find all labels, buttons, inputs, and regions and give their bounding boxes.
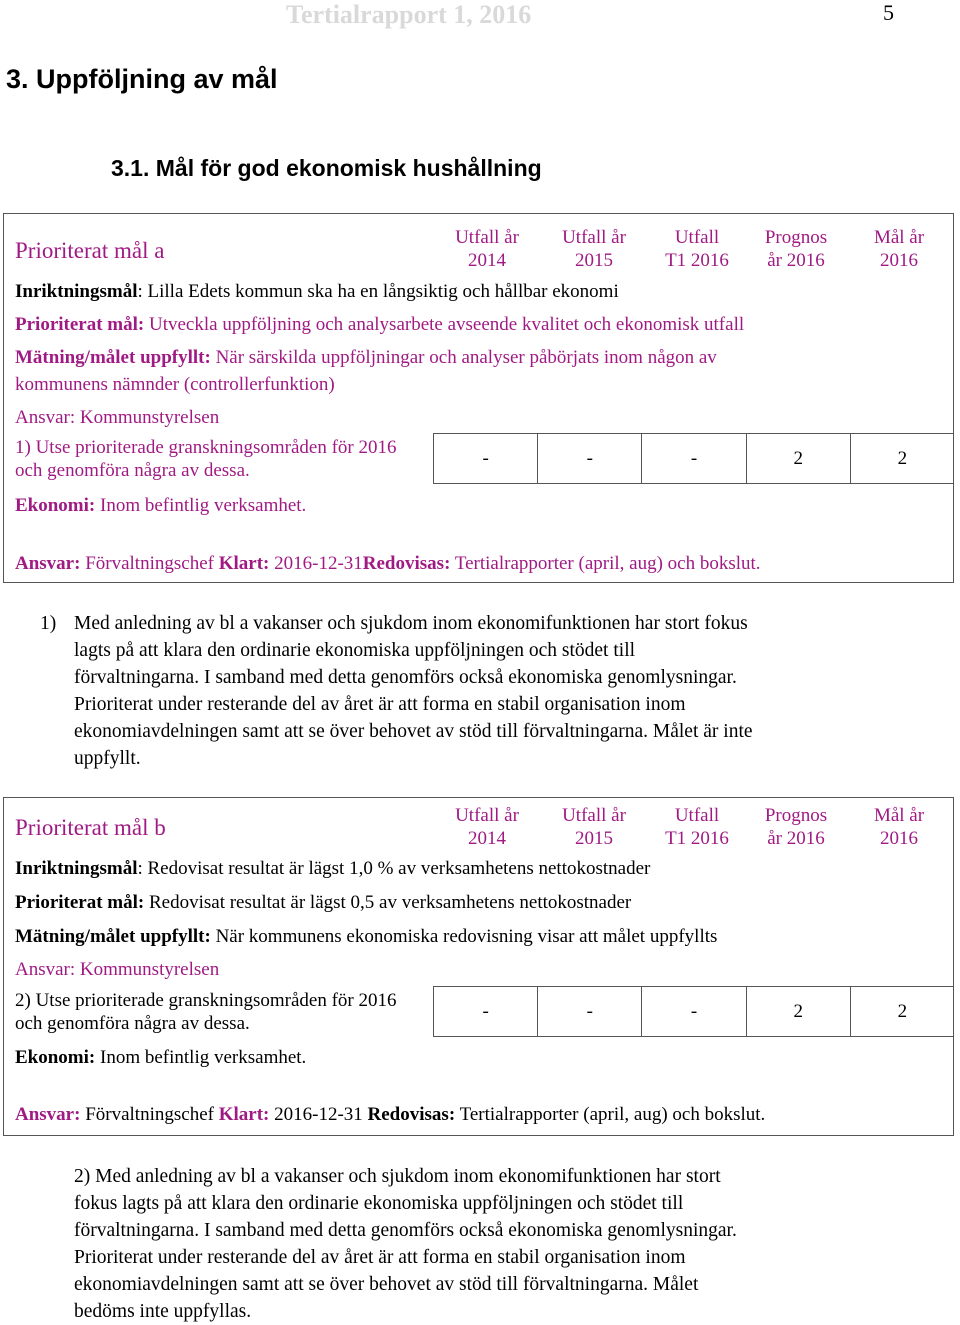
- subsection-heading: 3.1. Mål för god ekonomisk hushållning: [111, 155, 542, 181]
- col-header-mal-b: Mål år 2016: [873, 805, 925, 849]
- goal-b-value-t1: -: [641, 987, 745, 1036]
- goal-a-inriktningsmal: Inriktningsmål: Lilla Edets kommun ska ha en långsiktig och hållbar ekonomi: [15, 281, 619, 302]
- col-header-utfall-2015-b: Utfall år 2015: [562, 805, 626, 849]
- section-heading: 3. Uppföljning av mål: [6, 64, 278, 94]
- col-header-utfall-2015: Utfall år 2015: [562, 227, 626, 271]
- note-a-text: Med anledning av bl a vakanser och sjukdom inom ekonomifunktionen har stort fokus lagts på att klara den ordinarie ekonomiska uppföljningen och stödet till förvaltningarna. I samband med detta genomförs också ekonomiska genomlysningar. Prioriterat under resterande del av året är att forma en stabil organisation inom ekonomiavdelningen samt att se över behovet av stöd till förvaltningarna. Målet är inte uppfyllt.: [74, 613, 753, 769]
- goal-b-ansvar-kommunstyrelsen: Ansvar: Kommunstyrelsen: [15, 959, 220, 980]
- goal-b-value-mal: 2: [850, 987, 954, 1036]
- goal-a-values-row: [433, 433, 954, 484]
- goal-a-value-prognos: 2: [746, 434, 850, 483]
- goal-a-table: [3, 213, 954, 583]
- col-header-utfall-t1: Utfall T1 2016: [665, 227, 729, 271]
- goal-a-value-t1: -: [641, 434, 745, 483]
- goal-a-prioriterat-mal: Prioriterat mål: Utveckla uppföljning och analysarbete avseende kvalitet och ekonomisk utfall: [15, 314, 745, 335]
- page-number: 5: [883, 0, 894, 25]
- goal-a-ansvar-kommunstyrelsen: Ansvar: Kommunstyrelsen: [15, 407, 220, 428]
- col-header-utfall-t1-b: Utfall T1 2016: [665, 805, 729, 849]
- goal-b-value-prognos: 2: [746, 987, 850, 1036]
- goal-b-prioriterat-mal: Prioriterat mål: Redovisat resultat är lägst 0,5 av verksamhetens nettokostnader: [15, 892, 632, 913]
- goal-b-value-2015: -: [537, 987, 641, 1036]
- goal-b-ekonomi: Ekonomi: Inom befintlig verksamhet.: [15, 1047, 307, 1068]
- running-header: Tertialrapport 1, 2016: [286, 0, 532, 29]
- goal-b-value-2014: -: [433, 987, 537, 1036]
- goal-a-activity-line1: 1) Utse prioriterade granskningsområden för 2016: [15, 437, 397, 458]
- goal-a-ansvar-row: Ansvar: Förvaltningschef Klart: 2016-12-31Redovisas: Tertialrapporter (april, aug) och bokslut.: [15, 553, 761, 574]
- goal-b-activity-line2: och genomföra några av dessa.: [15, 1013, 250, 1034]
- goal-b-ansvar-row: Ansvar: Förvaltningschef Klart: 2016-12-31 Redovisas: Tertialrapporter (april, aug) och bokslut.: [15, 1104, 766, 1125]
- goal-a-title: Prioriterat mål a: [15, 238, 165, 263]
- goal-a-value-2015: -: [537, 434, 641, 483]
- goal-b-title: Prioriterat mål b: [15, 815, 166, 840]
- goal-a-matning-cont: kommunens nämnder (controllerfunktion): [15, 374, 335, 395]
- goal-a-value-2014: -: [433, 434, 537, 483]
- note-a-number: 1): [40, 613, 57, 634]
- col-header-prognos: Prognos år 2016: [764, 227, 828, 271]
- goal-b-matning: Mätning/målet uppfyllt: När kommunens ekonomiska redovisning visar att målet uppfyllts: [15, 926, 718, 947]
- goal-a-ekonomi: Ekonomi: Inom befintlig verksamhet.: [15, 495, 307, 516]
- goal-b-values-row: [433, 986, 954, 1037]
- goal-b-activity-line1: 2) Utse prioriterade granskningsområden för 2016: [15, 990, 397, 1011]
- col-header-utfall-2014-b: Utfall år 2014: [455, 805, 519, 849]
- col-header-mal: Mål år 2016: [873, 227, 925, 271]
- note-b-text: 2) Med anledning av bl a vakanser och sjukdom inom ekonomifunktionen har stort fokus lagts på att klara den ordinarie ekonomiska uppföljningen och stödet till förvaltningarna. I samband med detta genomförs också ekonomiska genomlysningar. Prioriterat under resterande del av året är att forma en stabil organisation inom ekonomiavdelningen samt att se över behovet av stöd till förvaltningarna. Målet bedöms inte uppfyllas.: [74, 1166, 737, 1322]
- goal-b-table: [3, 797, 954, 1136]
- col-header-prognos-b: Prognos år 2016: [764, 805, 828, 849]
- goal-a-activity-line2: och genomföra några av dessa.: [15, 460, 250, 481]
- col-header-utfall-2014: Utfall år 2014: [455, 227, 519, 271]
- goal-a-matning: Mätning/målet uppfyllt: När särskilda uppföljningar och analyser påbörjats inom någon av: [15, 347, 717, 368]
- goal-b-inriktningsmal: Inriktningsmål: Redovisat resultat är lägst 1,0 % av verksamhetens nettokostnader: [15, 858, 651, 879]
- goal-a-value-mal: 2: [850, 434, 954, 483]
